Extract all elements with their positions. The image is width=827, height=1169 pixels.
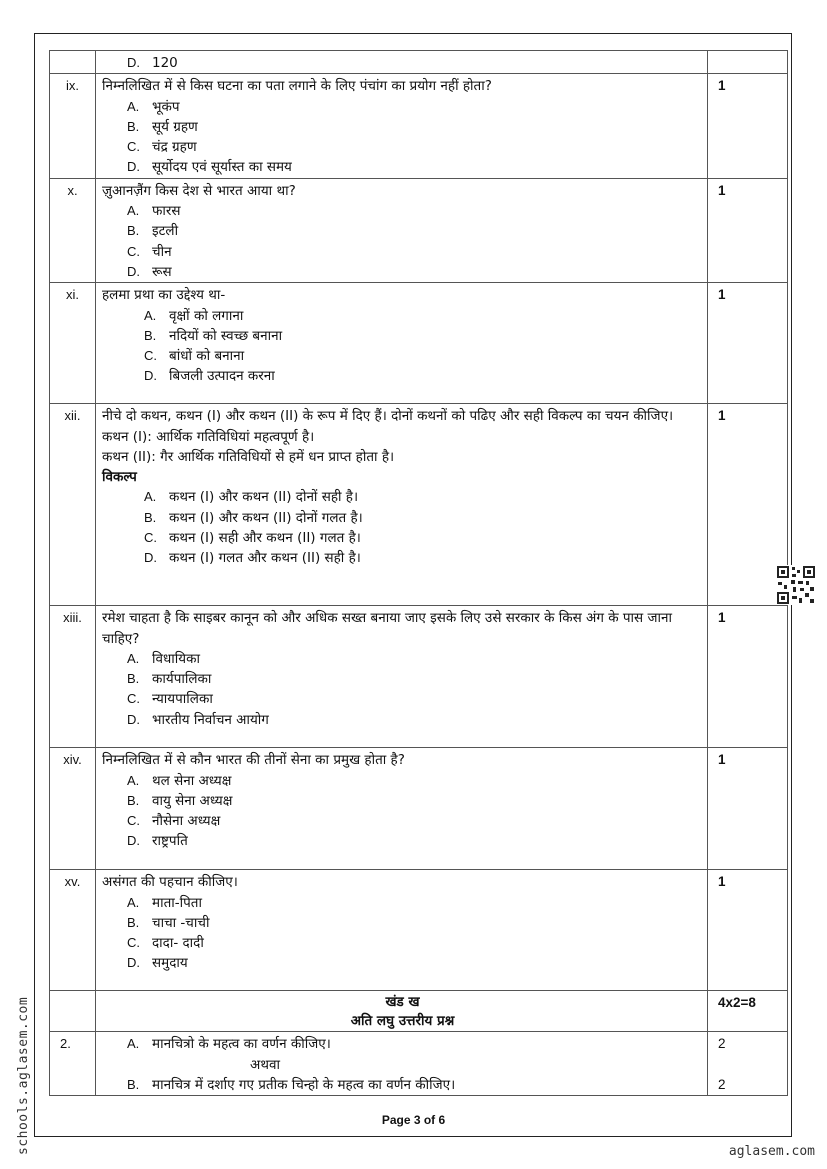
option <box>102 201 703 221</box>
side-watermark: schools.aglasem.com <box>16 996 31 1155</box>
option-label: D. <box>127 263 140 279</box>
question-number: xv. <box>64 874 81 890</box>
option-text: राष्ट्रपति <box>152 833 188 850</box>
option <box>102 811 703 831</box>
question-row <box>50 1032 788 1096</box>
question-number-cell <box>50 404 96 606</box>
option-label: B. <box>127 914 140 930</box>
question-text: निम्नलिखित में से कौन भारत की तीनों सेना का प्रमुख होता है? <box>102 752 405 769</box>
question-number-cell <box>50 606 96 748</box>
question-number: 2. <box>60 1036 71 1052</box>
marks-cell <box>708 1032 788 1096</box>
question-body-cell <box>96 748 708 870</box>
option-b <box>102 1075 703 1095</box>
option-label: A. <box>127 203 140 219</box>
section-marks-cell <box>708 991 788 1032</box>
page-number: Page 3 of 6 <box>381 1113 446 1127</box>
section-title: खंड ख <box>385 994 420 1011</box>
option-label: A. <box>127 650 140 666</box>
option <box>102 548 703 568</box>
option-text: 120 <box>152 55 178 71</box>
option <box>102 710 703 730</box>
marks-cell <box>708 870 788 991</box>
marks-value: 1 <box>718 287 726 303</box>
option <box>102 933 703 953</box>
option <box>102 157 703 177</box>
option-text: कथन (I) सही और कथन (II) गलत है। <box>169 530 361 547</box>
question-text: नीचे दो कथन, कथन (I) और कथन (II) के रूप में दिए हैं। दोनों कथनों को पढिए और सही विकल्प का चयन कीजिए। <box>102 408 674 425</box>
section-row <box>50 991 788 1032</box>
option <box>102 97 703 117</box>
corner-watermark: aglasem.com <box>728 1144 815 1159</box>
option-text: भूकंप <box>152 98 180 115</box>
option-text: चंद्र ग्रहण <box>152 139 197 156</box>
question-number-cell <box>50 51 96 74</box>
option <box>102 508 703 528</box>
option-label: A. <box>144 307 157 323</box>
statement-one: कथन (I): आर्थिक गतिविधियां महत्वपूर्ण है। <box>102 428 315 445</box>
option-text: थल सेना अध्यक्ष <box>152 772 232 789</box>
question-number-cell <box>50 870 96 991</box>
option <box>102 791 703 811</box>
option-text: समुदाय <box>152 955 188 972</box>
option-text: कथन (I) और कथन (II) दोनों सही है। <box>169 489 359 506</box>
option-label: D. <box>127 711 140 727</box>
question-number: xii. <box>64 408 81 424</box>
option-text: रूस <box>152 263 172 280</box>
question-row <box>50 870 788 991</box>
option-text: नौसेना अध्यक्ष <box>152 813 221 830</box>
option-label: A. <box>127 894 140 910</box>
question-number-cell <box>50 74 96 178</box>
section-subtitle: अति लघु उत्तरीय प्रश्न <box>350 1013 455 1030</box>
option <box>102 326 703 346</box>
option-label: B. <box>127 223 140 239</box>
marks-value: 1 <box>718 752 726 768</box>
question-number-cell <box>50 283 96 404</box>
option-label: C. <box>144 530 157 546</box>
option-text: इटली <box>152 223 179 240</box>
question-row <box>50 178 788 282</box>
qr-code[interactable] <box>776 565 816 605</box>
option-label: B. <box>144 509 157 525</box>
option-label: D. <box>144 368 157 384</box>
option-text: वृक्षों को लगाना <box>169 307 244 324</box>
section-heading-cell <box>96 991 708 1032</box>
option <box>102 262 703 282</box>
option-label: D. <box>127 833 140 849</box>
option-text: सूर्योदय एवं सूर्यास्त का समय <box>152 159 292 176</box>
option-label: D. <box>144 550 157 566</box>
marks-value: 1 <box>718 78 726 94</box>
question-number: xi. <box>66 287 79 303</box>
option-text: विधायिका <box>152 650 200 667</box>
option <box>102 487 703 507</box>
question-body-cell <box>96 404 708 606</box>
option-label: B. <box>127 671 140 687</box>
marks-value-b: 2 <box>718 1076 726 1092</box>
option-text: कथन (I) गलत और कथन (II) सही है। <box>169 550 361 567</box>
option <box>102 117 703 137</box>
question-text: ज़ुआनज़ैंग किस देश से भारत आया था? <box>102 182 296 199</box>
option-text: बिजली उत्पादन करना <box>169 368 275 385</box>
option-label: C. <box>144 348 157 364</box>
option-label: C. <box>127 243 140 259</box>
option-label: D. <box>127 159 140 175</box>
option-label: B. <box>127 792 140 808</box>
marks-cell <box>708 51 788 74</box>
or-text: अथवा <box>250 1056 280 1073</box>
option-text: माता-पिता <box>152 894 202 911</box>
question-number: x. <box>67 182 78 198</box>
option <box>102 893 703 913</box>
option-text: कार्यपालिका <box>152 671 212 688</box>
marks-value: 1 <box>718 182 726 198</box>
question-row <box>50 51 788 74</box>
marks-value: 1 <box>718 874 726 890</box>
option-label: D. <box>127 955 140 971</box>
marks-cell <box>708 178 788 282</box>
marks-cell <box>708 606 788 748</box>
option-label: C. <box>127 935 140 951</box>
marks-value-a: 2 <box>718 1036 726 1052</box>
option-text: वायु सेना अध्यक्ष <box>152 792 233 809</box>
option-label: A. <box>127 98 140 114</box>
option-text: कथन (I) और कथन (II) दोनों गलत है। <box>169 509 363 526</box>
option <box>102 649 703 669</box>
option-text: भारतीय निर्वाचन आयोग <box>152 711 269 728</box>
option <box>102 346 703 366</box>
marks-value: 1 <box>718 408 726 424</box>
option-label: C. <box>127 813 140 829</box>
option-label: C. <box>127 691 140 707</box>
option <box>102 242 703 262</box>
marks-cell <box>708 748 788 870</box>
question-body-cell <box>96 870 708 991</box>
option <box>102 953 703 973</box>
question-row <box>50 74 788 178</box>
option-text: चाचा -चाची <box>152 914 210 931</box>
option <box>102 137 703 157</box>
question-body-cell <box>96 74 708 178</box>
option <box>102 913 703 933</box>
option <box>102 306 703 326</box>
option <box>102 689 703 709</box>
option-text: फारस <box>152 203 181 220</box>
question-row <box>50 404 788 606</box>
question-number: xiv. <box>63 752 82 768</box>
marks-value: 1 <box>718 610 726 626</box>
option <box>102 221 703 241</box>
question-number-cell <box>50 178 96 282</box>
marks-spacer <box>718 1055 787 1075</box>
question-body-cell <box>96 283 708 404</box>
option <box>102 53 703 73</box>
option-text: बांधों को बनाना <box>169 348 245 365</box>
option-text: चीन <box>152 243 172 260</box>
option-label: D. <box>127 55 140 70</box>
empty-cell <box>50 991 96 1032</box>
option-label: A. <box>127 772 140 788</box>
question-number-cell <box>50 748 96 870</box>
option-text: नदियों को स्वच्छ बनाना <box>169 327 283 344</box>
option-label: C. <box>127 139 140 155</box>
option-text: दादा- दादी <box>152 935 204 952</box>
option <box>102 831 703 851</box>
question-body-cell <box>96 51 708 74</box>
question-number: xiii. <box>63 610 82 626</box>
question-text: रमेश चाहता है कि साइबर कानून को और अधिक सख्त बनाया जाए इसके लिए उसे सरकार के किस अंग के पास जाना चाहिए? <box>102 610 672 647</box>
option-label: A. <box>127 1036 140 1052</box>
option-label: B. <box>127 118 140 134</box>
option-text: मानचित्रो के महत्व का वर्णन कीजिए। <box>152 1036 331 1053</box>
question-row <box>50 283 788 404</box>
question-number-cell <box>50 1032 96 1096</box>
questions-table <box>49 50 788 1096</box>
marks-cell <box>708 74 788 178</box>
question-text: हलमा प्रथा का उद्देश्य था- <box>102 287 226 304</box>
question-text: असंगत की पहचान कीजिए। <box>102 874 238 891</box>
question-number: ix. <box>66 78 79 94</box>
option-a <box>102 1034 703 1054</box>
option <box>102 528 703 548</box>
option-label: A. <box>144 489 157 505</box>
option-text: सूर्य ग्रहण <box>152 118 198 135</box>
option-label: B. <box>127 1076 140 1092</box>
question-body-cell <box>96 606 708 748</box>
section-marks: 4x2=8 <box>718 995 756 1011</box>
question-row <box>50 748 788 870</box>
option-text: मानचित्र में दर्शाए गए प्रतीक चिन्हो के महत्व का वर्णन कीजिए। <box>152 1076 456 1093</box>
option <box>102 669 703 689</box>
marks-cell <box>708 283 788 404</box>
question-text: निम्नलिखित में से किस घटना का पता लगाने के लिए पंचांग का प्रयोग नहीं होता? <box>102 78 492 95</box>
option-text: न्यायपालिका <box>152 691 213 708</box>
choice-heading: विकल्प <box>102 469 137 486</box>
question-body-cell <box>96 1032 708 1096</box>
option <box>102 366 703 386</box>
option <box>102 771 703 791</box>
statement-two: कथन (II): गैर आर्थिक गतिविधियों से हमें धन प्राप्त होता है। <box>102 448 395 465</box>
question-body-cell <box>96 178 708 282</box>
option-label: B. <box>144 327 157 343</box>
question-row <box>50 606 788 748</box>
